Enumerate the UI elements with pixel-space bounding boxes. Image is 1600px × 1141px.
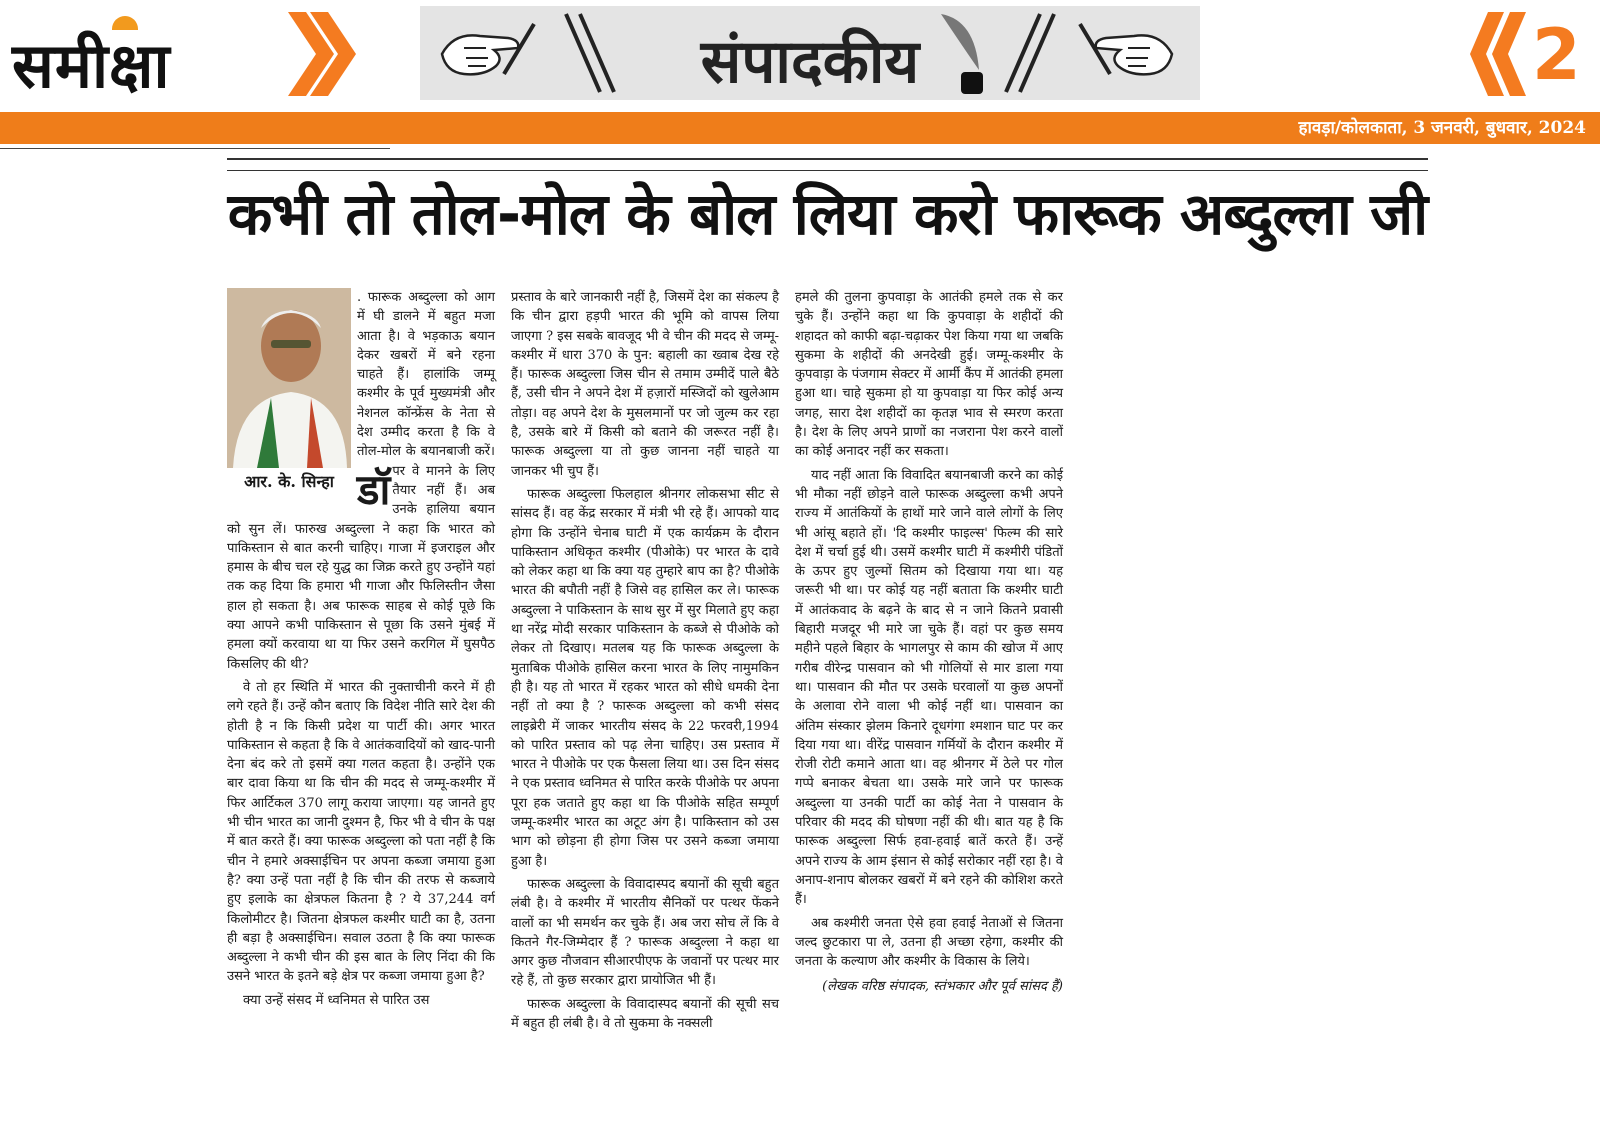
divider bbox=[0, 148, 390, 149]
masthead bbox=[0, 0, 1600, 112]
article-paragraph: अब कश्मीरी जनता ऐसे हवा हवाई नेताओं से जितना जल्द छुटकारा पा ले, उतना ही अच्छा रहेगा, कश्मीर की जनता के कल्याण और कश्मीर के विकास के लिये। bbox=[795, 915, 1063, 970]
dateline-bar bbox=[0, 112, 1600, 144]
author-footnote: (लेखक वरिष्ठ संपादक, स्तंभकार और पूर्व सांसद हैं) bbox=[822, 979, 1063, 995]
article-paragraph: डॉ . फारूक अब्दुल्ला को आग में घी डालने में बहुत मजा आता है। वे भड़काऊ बयान देकर खबरों में बने रहना चाहते हैं। हालांकि जम्मू कश्मीर के पूर्व मुख्यमंत्री और नेशनल कॉन्फ्रेंस के नेता से देश उम्मीद करता है कि वे तोल-मोल के बयानबाजी करें। पर वे मानने के लिए तैयार नहीं हैं। अब उनके हालिया बयान को सुन लें। फारुख अब्दुल्ला ने कहा कि भारत को पाकिस्तान से बात करनी चाहिए। गाजा में इजराइल और हमास के बीच चल रहे युद्ध का जिक्र करते हुए उन्होंने यहां तक कह दिया कि हमारा भी गाजा और फिलिस्तीन जैसा हाल हो सकता है। अब फारूक साहब से कोई पूछे कि क्या आपने कभी पाकिस्तान से पूछा कि उसने मुंबई में हमला क्यों करवाया था या फिर उसने करगिल में घुसपैठ किसलिए की थी? bbox=[227, 290, 495, 672]
article-paragraph: फारूक अब्दुल्ला के विवादास्पद बयानों की सूची बहुत लंबी है। वे कश्मीर में भारतीय सैनिकों पर पत्थर फेंकने वालों का भी समर्थन कर चुके हैं। अब जरा सोच लें कि वे कितने गैर-जिम्मेदार हैं ? फारूक अब्दुल्ला ने कहा था अगर कुछ नौजवान सीआरपीएफ के जवानों पर पत्थर मार रहे हैं, तो कुछ सरकार द्वारा प्रायोजित भी हैं। bbox=[511, 876, 779, 989]
article-paragraph: याद नहीं आता कि विवादित बयानबाजी करने का कोई भी मौका नहीं छोड़ने वाले फारूक अब्दुल्ला कभी अपने राज्य में आतंकियों के हाथों मारे जाने वाले लोगों के लिए भी आंसू बहाते हों। 'दि कश्मीर फाइल्स' फिल्म की सारे देश में चर्चा हुई थी। उसमें कश्मीर घाटी में कश्मीरी पंडितों के ऊपर हुए जुल्मों सितम को दिखाया गया था। यह जरूरी भी था। पर कोई यह नहीं बताता कि कश्मीर घाटी में आतंकवाद के बढ़ने के बाद से न जाने कितने प्रवासी बिहारी मजदूर भी मारे जा चुके हैं। वहां पर कुछ समय महीने पहले बिहार के भागलपुर से काम की खोज में आए गरीब वीरेन्द्र पासवान को भी गोलियों से मार डाला गया था। पासवान की मौत पर उसके घरवालों या कुछ अपनों के अलावा रोने वाला भी कोई नहीं था। पासवान का अंतिम संस्कार झेलम किनारे दूधगंगा श्मशान घाट पर कर दिया गया था। वीरेंद्र पासवान गर्मियों के दौरान कश्मीर में रोजी रोटी कमाने आता था। वह श्रीनगर में ठेले पर गोल गप्पे बनाकर बेचता था। उसके मारे जाने पर फारूक अब्दुल्ला या उनकी पार्टी का कोई नेता ने पासवान के परिवार की मदद की घोषणा नहीं की थी। बात यह है कि फारूक अब्दुल्ला सिर्फ हवा-हवाई बातें करते हैं। उन्हें अपने राज्य के आम इंसान से कोई सरोकार नहीं रहा है। वे अनाप-शनाप बोलकर खबरों में बने रहने की कोशिश करते हैं। bbox=[795, 467, 1063, 908]
author-photo bbox=[227, 288, 351, 468]
article-paragraph: वे तो हर स्थिति में भारत की नुक्ताचीनी करने में ही लगे रहते हैं। उन्हें कौन बताए कि विदेश नीति सारे देश की होती है न कि किसी प्रदेश या पार्टी की। अगर भारत पाकिस्तान से कहता है कि वे आतंकवादियों को खाद-पानी देना बंद करे तो इसमें क्या गलत कहता है। उन्होंने एक बार दावा किया था कि चीन की मदद से जम्मू-कश्मीर में फिर आर्टिकल 370 लागू कराया जाएगा। यह जानते हुए भी चीन भारत का जानी दुश्मन है, फिर भी वे चीन के पक्ष में बात करते हैं। क्या फारूक अब्दुल्ला को पता नहीं है कि चीन ने हमारे अक्साईचिन पर अपना कब्जा जमाया हुआ है? क्या उन्हें पता नहीं है कि चीन की तरफ से कब्जाये हुए इलाके का क्षेत्रफल कितना है ? ये 37,244 वर्ग किलोमीटर है। जितना क्षेत्रफल कश्मीर घाटी का है, उतना ही बड़ा है अक्साईचिन। सवाल उठता है कि क्या फारूक अब्दुल्ला ने कभी चीन की इस बात के लिए निंदा की कि उसने भारत के इतने बड़े क्षेत्र पर कब्जा जमाया हुआ है? bbox=[227, 679, 495, 985]
article-paragraph: प्रस्ताव के बारे जानकारी नहीं है, जिसमें देश का संकल्प है कि चीन द्वारा हड़पी भारत की भूमि को वापस लिया जाएगा ? इस सबके बावजूद भी वे चीन की मदद से जम्मू-कश्मीर में धारा 370 के पुन: बहाली का ख्वाब देख रहे हैं। फारूक अब्दुल्ला जिस चीन से तमाम उम्मीदें पाले बैठे हैं, उसी चीन ने अपने देश में हज़ारों मस्जिदों को खुलेआम तोड़ा। वह अपने देश के मुसलमानों पर जो जुल्म कर रहा है, उसके बारे में किसी को बताने की जरूरत नहीं है। फारूक अब्दुल्ला या तो कुछ जानना नहीं चाहते या जानकर भी चुप हैं। bbox=[511, 290, 779, 479]
dateline: हावड़ा/कोलकाता, 3 जनवरी, बुधवार, 2024 bbox=[1298, 118, 1586, 138]
dropcap: डॉ bbox=[357, 465, 391, 514]
article-column-3 bbox=[795, 288, 1063, 997]
author-portrait-image bbox=[227, 288, 351, 468]
article-headline: कभी तो तोल-मोल के बोल लिया करो फारूक अब्दुल्ला जी bbox=[227, 180, 1428, 248]
slash-decoration bbox=[1000, 10, 1060, 96]
headline-rule bbox=[227, 158, 1428, 171]
article-paragraph: फारूक अब्दुल्ला के विवादास्पद बयानों की सूची सच में बहुत ही लंबी है। वे तो सुकमा के नक्सली bbox=[511, 996, 779, 1031]
article-column-1 bbox=[227, 288, 495, 1014]
newspaper-logo[interactable]: समीक्षा bbox=[12, 29, 171, 102]
article-paragraph: फारूक अब्दुल्ला फिलहाल श्रीनगर लोकसभा सीट से सांसद हैं। वह केंद्र सरकार में मंत्री भी रहे हैं। आपको याद होगा कि उन्होंने चेनाब घाटी में एक कार्यक्रम के दौरान पाकिस्तान अधिकृत कश्मीर (पीओके) पर भारत के दावे को लेकर कहा था कि क्या यह तुम्हारे बाप का है? पीओके भारत की बपौती नहीं है जिसे वह हासिल कर ले। फारूक अब्दुल्ला ने पाकिस्तान के साथ सुर में सुर मिलाते हुए कहा था नरेंद्र मोदी सरकार पाकिस्तान के कब्जे से पीओके को लेकर तो दिखाए। मतलब यह कि फारूक अब्दुल्ला के मुताबिक पीओके हासिल करना भारत के लिए नामुमकिन ही है। यह तो भारत में रहकर भारत को सीधे धमकी देना नहीं तो क्या है ? फारूक अब्दुल्ला को कभी संसद लाइब्रेरी में जाकर भारतीय संसद के 22 फरवरी,1994 को पारित प्रस्ताव को पढ़ लेना चाहिए। उस प्रस्ताव में भारत ने पीओके पर एक फैसला लिया था। उस दिन संसद ने एक प्रस्ताव ध्वनिमत से पारित करके पीओके पर अपना पूरा हक जताते हुए कहा था कि पीओके सहित सम्पूर्ण जम्मू-कश्मीर भारत का अटूट अंग है। पाकिस्तान को उस भाग को छोड़ना ही होगा जिस पर उसने कब्जा जमाया हुआ है। bbox=[511, 486, 779, 869]
article-paragraph: हमले की तुलना कुपवाड़ा के आतंकी हमले तक से कर चुके हैं। उन्होंने कहा था कि कुपवाड़ा के शहीदों की शहादत को काफी बढ़ा-चढ़ाकर पेश किया गया था जबकि सुकमा के शहीदों की अनदेखी हुई। जम्मू-कश्मीर के कुपवाड़ा के पंजगाम सेक्टर में आर्मी कैंप में आतंकी हमला हुआ था। चाहे सुकमा हो या कुपवाड़ा या फिर कोई अन्य जगह, सारा देश शहीदों का कृतज्ञ भाव से स्मरण करता है। देश के लिए अपने प्राणों का नजराना पेश करने वालों का कोई अनादर नहीं कर सकता। bbox=[795, 290, 1063, 460]
author-byline: आर. के. सिन्हा bbox=[244, 472, 334, 491]
section-banner bbox=[420, 6, 1200, 100]
writing-hand-icon bbox=[1070, 14, 1180, 92]
section-title: संपादकीय bbox=[700, 27, 920, 97]
chevron-right-icon bbox=[288, 6, 358, 102]
quill-inkpot-icon bbox=[935, 10, 989, 98]
page-number: 2 bbox=[1532, 14, 1581, 96]
article-column-2 bbox=[511, 288, 779, 1037]
article-paragraph: क्या उन्हें संसद में ध्वनिमत से पारित उस bbox=[243, 992, 430, 1008]
